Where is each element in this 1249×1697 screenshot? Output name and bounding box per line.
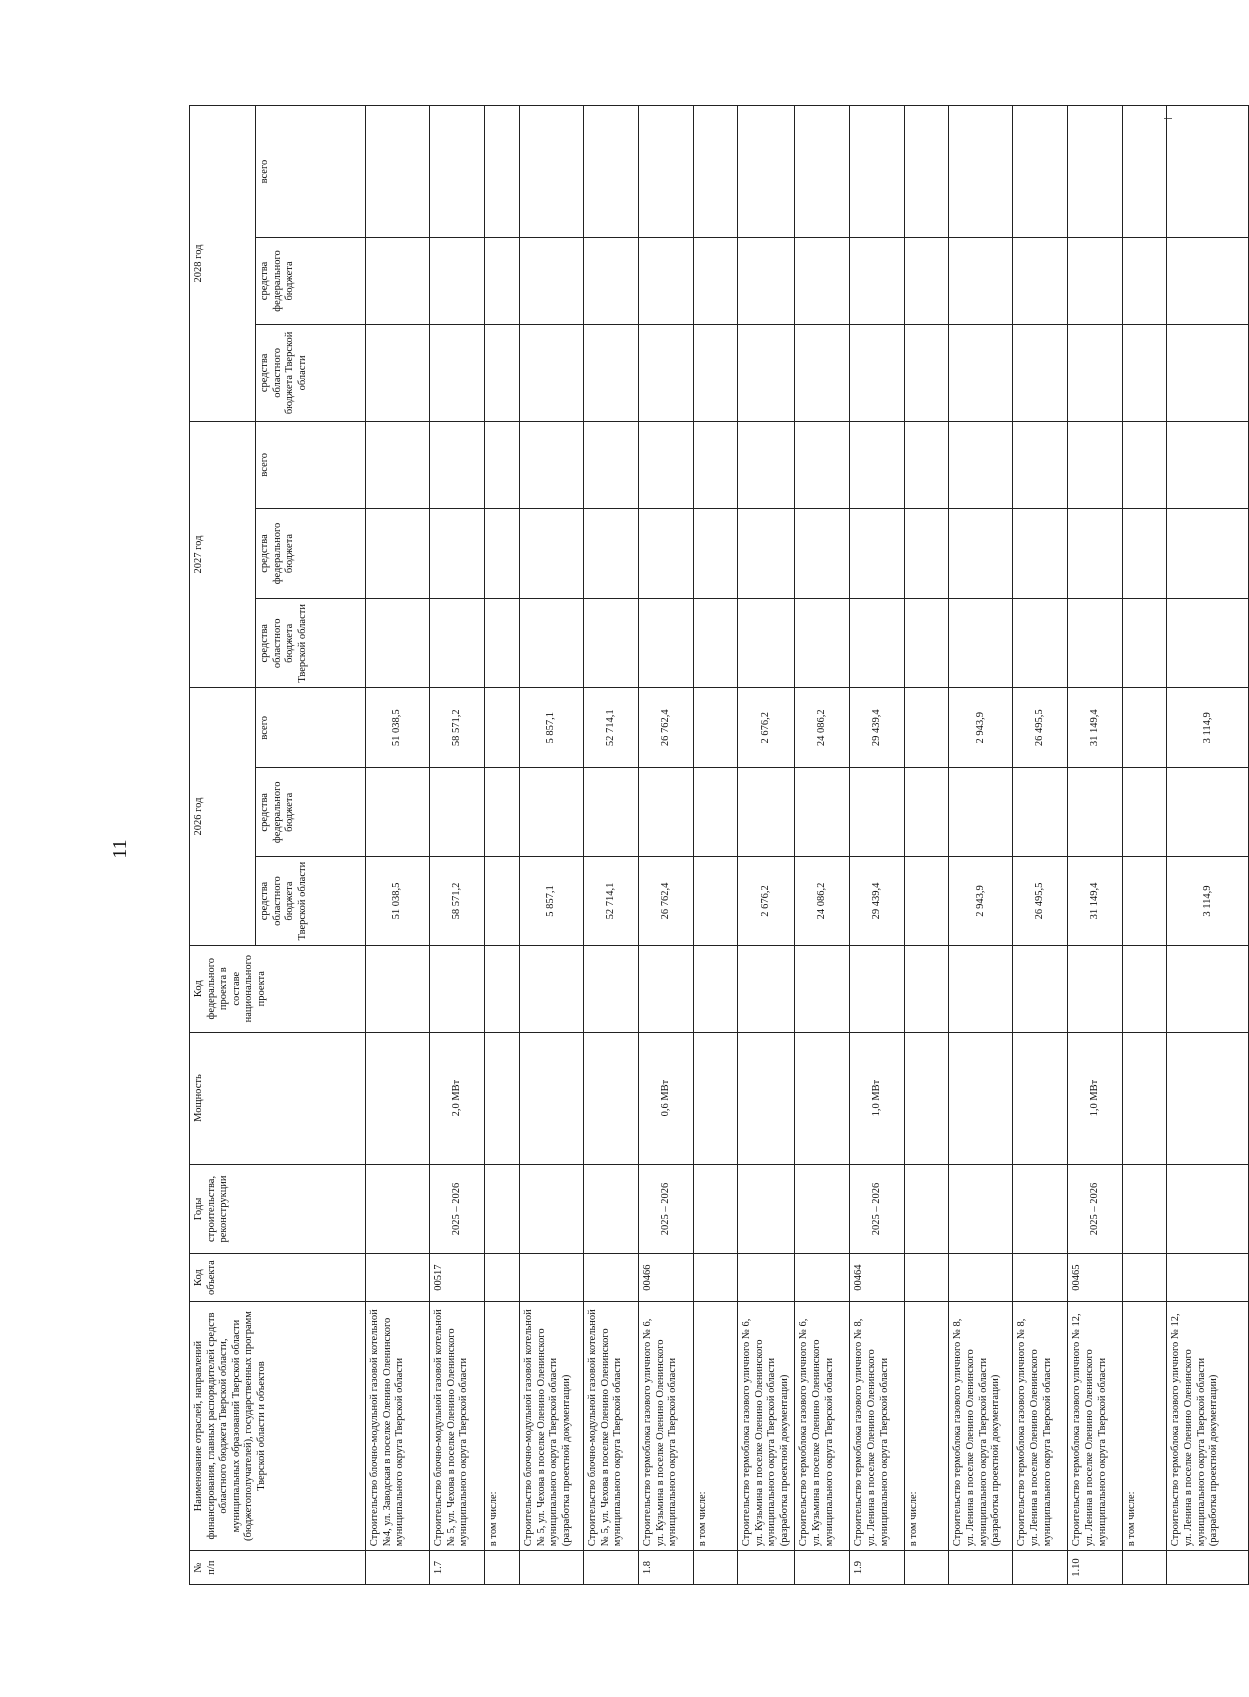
row-name: в том числе: [905, 1301, 949, 1550]
row-num [366, 1551, 430, 1585]
cell-2027-regional [639, 599, 694, 688]
cell-2027-federal [850, 508, 905, 599]
cell-2027-total [639, 421, 694, 508]
row-code [1167, 1254, 1249, 1302]
cell-2026-total: 29 439,4 [850, 688, 905, 768]
cell-2026-federal [485, 768, 520, 857]
cell-2026-total [485, 688, 520, 768]
row-years [1013, 1164, 1068, 1254]
row-code [584, 1254, 639, 1302]
page-number: 11 [109, 839, 131, 859]
row-num [1167, 1551, 1249, 1585]
header-year-2028: 2028 год [190, 106, 256, 422]
cell-2026-total: 5 857,1 [520, 688, 584, 768]
rotated-page-content [189, 105, 1220, 1585]
cell-2026-total: 24 086,2 [795, 688, 850, 768]
row-power: 1,0 МВт [1068, 1032, 1123, 1164]
row-code: 00465 [1068, 1254, 1123, 1302]
row-code: 00466 [639, 1254, 694, 1302]
row-power [485, 1032, 520, 1164]
row-name: Строительство термоблока газового уличного № 12, ул. Ленина в поселке Оленино Оленинского муниципального округа Тверской области [1068, 1301, 1123, 1550]
cell-2026-federal [584, 768, 639, 857]
cell-2027-regional [905, 599, 949, 688]
row-power [1013, 1032, 1068, 1164]
row-power [584, 1032, 639, 1164]
cell-2028-total [485, 106, 520, 238]
cell-2027-federal [738, 508, 795, 599]
cell-2027-regional [366, 599, 430, 688]
cell-2026-regional: 2 676,2 [738, 857, 795, 946]
cell-2026-total: 51 038,5 [366, 688, 430, 768]
row-num [738, 1551, 795, 1585]
row-fed-code [1068, 945, 1123, 1032]
cell-2028-total [520, 106, 584, 238]
cell-2028-federal [1068, 238, 1123, 325]
cell-2027-total [1123, 421, 1167, 508]
cell-2027-federal [795, 508, 850, 599]
cell-2027-total [1013, 421, 1068, 508]
cell-2027-total [1167, 421, 1249, 508]
row-power: 2,0 МВт [430, 1032, 485, 1164]
cell-2027-total [949, 421, 1013, 508]
cell-2028-total [694, 106, 738, 238]
cell-2028-total [430, 106, 485, 238]
header-2027-federal: средства федерального бюджета [256, 508, 366, 599]
row-years [949, 1164, 1013, 1254]
cell-2028-total [738, 106, 795, 238]
cell-2027-regional [584, 599, 639, 688]
row-code: 00517 [430, 1254, 485, 1302]
cell-2026-federal [520, 768, 584, 857]
cell-2026-total: 2 676,2 [738, 688, 795, 768]
cell-2027-regional [738, 599, 795, 688]
row-years [1167, 1164, 1249, 1254]
cell-2027-federal [1013, 508, 1068, 599]
row-fed-code [1167, 945, 1249, 1032]
row-years [485, 1164, 520, 1254]
cell-2028-total [639, 106, 694, 238]
cell-2026-federal [1167, 768, 1249, 857]
header-2026-regional: средства областного бюджета Тверской области [256, 857, 366, 946]
row-power [905, 1032, 949, 1164]
cell-2027-regional [949, 599, 1013, 688]
cell-2027-total [694, 421, 738, 508]
row-num: 1.9 [850, 1551, 905, 1585]
cell-2026-regional: 26 762,4 [639, 857, 694, 946]
row-num: 1.7 [430, 1551, 485, 1585]
cell-2026-regional: 52 714,1 [584, 857, 639, 946]
cell-2028-federal [694, 238, 738, 325]
row-code [694, 1254, 738, 1302]
cell-2028-regional [905, 324, 949, 421]
row-name: Строительство блочно-модульной газовой котельной № 5, ул. Чехова в поселке Оленино Оленинского муниципального округа Тверской области [430, 1301, 485, 1550]
row-num [1123, 1551, 1167, 1585]
cell-2026-total: 58 571,2 [430, 688, 485, 768]
cell-2026-total [694, 688, 738, 768]
cell-2028-regional [1167, 324, 1249, 421]
cell-2027-federal [430, 508, 485, 599]
cell-2027-total [738, 421, 795, 508]
cell-2026-federal [639, 768, 694, 857]
row-code [1013, 1254, 1068, 1302]
row-name: Строительство блочно-модульной газовой котельной №4, ул. Заводская в поселке Оленино Оленинского муниципального округа Тверской области [366, 1301, 430, 1550]
table-row [905, 106, 949, 1585]
row-power [366, 1032, 430, 1164]
cell-2026-regional: 24 086,2 [795, 857, 850, 946]
header-years: Годы строительства, реконструкции [190, 1164, 366, 1254]
cell-2028-regional [639, 324, 694, 421]
cell-2026-regional: 29 439,4 [850, 857, 905, 946]
row-fed-code [905, 945, 949, 1032]
row-power [795, 1032, 850, 1164]
header-2028-regional: средства областного бюджета Тверской области [256, 324, 366, 421]
cell-2028-regional [430, 324, 485, 421]
row-name: в том числе: [1123, 1301, 1167, 1550]
row-years: 2025 – 2026 [639, 1164, 694, 1254]
row-code [795, 1254, 850, 1302]
cell-2028-regional [1123, 324, 1167, 421]
cell-2028-regional [949, 324, 1013, 421]
row-num: 1.10 [1068, 1551, 1123, 1585]
row-years: 2025 – 2026 [850, 1164, 905, 1254]
row-fed-code [1123, 945, 1167, 1032]
cell-2027-federal [485, 508, 520, 599]
row-num [795, 1551, 850, 1585]
cell-2026-regional: 26 495,5 [1013, 857, 1068, 946]
row-name: в том числе: [485, 1301, 520, 1550]
row-name: Строительство термоблока газового уличного № 6, ул. Кузьмина в поселке Оленино Оленинского муниципального округа Тверской области [639, 1301, 694, 1550]
cell-2027-total [850, 421, 905, 508]
cell-2027-federal [1123, 508, 1167, 599]
cell-2027-regional [1013, 599, 1068, 688]
cell-2027-federal [694, 508, 738, 599]
cell-2028-total [850, 106, 905, 238]
cell-2028-federal [366, 238, 430, 325]
row-num [584, 1551, 639, 1585]
cell-2026-federal [1068, 768, 1123, 857]
cell-2028-regional [366, 324, 430, 421]
table-row [1068, 106, 1123, 1585]
cell-2026-federal [694, 768, 738, 857]
cell-2028-federal [485, 238, 520, 325]
cell-2027-regional [1123, 599, 1167, 688]
row-name: Строительство термоблока газового уличного № 8, ул. Ленина в поселке Оленино Оленинского муниципального округа Тверской области [850, 1301, 905, 1550]
row-fed-code [795, 945, 850, 1032]
cell-2027-federal [905, 508, 949, 599]
header-year-2026: 2026 год [190, 688, 256, 946]
cell-2028-regional [850, 324, 905, 421]
cell-2027-federal [584, 508, 639, 599]
cell-2028-total [1123, 106, 1167, 238]
cell-2027-federal [949, 508, 1013, 599]
row-years: 2025 – 2026 [1068, 1164, 1123, 1254]
table-row [639, 106, 694, 1585]
cell-2028-regional [738, 324, 795, 421]
cell-2028-regional [795, 324, 850, 421]
header-num: № п/п [190, 1551, 366, 1585]
cell-2028-federal [905, 238, 949, 325]
row-num [1013, 1551, 1068, 1585]
cell-2028-regional [1013, 324, 1068, 421]
cell-2028-regional [1068, 324, 1123, 421]
row-years [520, 1164, 584, 1254]
row-code [520, 1254, 584, 1302]
cell-2028-federal [795, 238, 850, 325]
row-power [1123, 1032, 1167, 1164]
cell-2026-total: 2 943,9 [949, 688, 1013, 768]
table-row [520, 106, 584, 1585]
row-years [694, 1164, 738, 1254]
cell-2026-federal [949, 768, 1013, 857]
cell-2026-total: 52 714,1 [584, 688, 639, 768]
table-row [1123, 106, 1167, 1585]
row-fed-code [949, 945, 1013, 1032]
row-num: 1.8 [639, 1551, 694, 1585]
cell-2027-regional [430, 599, 485, 688]
row-fed-code [430, 945, 485, 1032]
row-power: 0,6 МВт [639, 1032, 694, 1164]
row-years [738, 1164, 795, 1254]
cell-2028-regional [485, 324, 520, 421]
row-num [485, 1551, 520, 1585]
header-power: Мощность [190, 1032, 366, 1164]
cell-2027-total [1068, 421, 1123, 508]
header-2026-total: всего [256, 688, 366, 768]
cell-2026-regional: 3 114,9 [1167, 857, 1249, 946]
cell-2028-total [949, 106, 1013, 238]
cell-2027-total [485, 421, 520, 508]
cell-2028-total [366, 106, 430, 238]
row-years [905, 1164, 949, 1254]
row-name: Строительство термоблока газового уличного № 12, ул. Ленина в поселке Оленино Оленинского муниципального округа Тверской области (разработка проектной документации) [1167, 1301, 1249, 1550]
cell-2026-total: 31 149,4 [1068, 688, 1123, 768]
cell-2028-regional [584, 324, 639, 421]
cell-2028-federal [1123, 238, 1167, 325]
table-row [694, 106, 738, 1585]
table-row [430, 106, 485, 1585]
row-code [1123, 1254, 1167, 1302]
cell-2027-regional [850, 599, 905, 688]
row-name: в том числе: [694, 1301, 738, 1550]
cell-2028-federal [1167, 238, 1249, 325]
row-num [520, 1551, 584, 1585]
header-fed-code: Код федерального проекта в составе национального проекта [190, 945, 366, 1032]
cell-2027-federal [520, 508, 584, 599]
cell-2026-federal [905, 768, 949, 857]
row-power [949, 1032, 1013, 1164]
row-power [520, 1032, 584, 1164]
cell-2028-total [905, 106, 949, 238]
cell-2028-regional [520, 324, 584, 421]
row-code [949, 1254, 1013, 1302]
row-fed-code [694, 945, 738, 1032]
table-row [795, 106, 850, 1585]
cell-2028-total [1013, 106, 1068, 238]
row-code [905, 1254, 949, 1302]
cell-2028-federal [949, 238, 1013, 325]
cell-2027-regional [795, 599, 850, 688]
cell-2026-total: 26 495,5 [1013, 688, 1068, 768]
cell-2026-federal [738, 768, 795, 857]
cell-2027-regional [485, 599, 520, 688]
row-name: Строительство блочно-модульной газовой котельной № 5, ул. Чехова в поселке Оленино Оленинского муниципального округа Тверской области [584, 1301, 639, 1550]
row-num [949, 1551, 1013, 1585]
cell-2027-federal [366, 508, 430, 599]
cell-2028-total [795, 106, 850, 238]
cell-2028-federal [1013, 238, 1068, 325]
cell-2026-regional [905, 857, 949, 946]
row-power: 1,0 МВт [850, 1032, 905, 1164]
cell-2028-federal [738, 238, 795, 325]
row-years [584, 1164, 639, 1254]
cell-2027-total [520, 421, 584, 508]
table-header [190, 106, 366, 1585]
row-code [485, 1254, 520, 1302]
row-code: 00464 [850, 1254, 905, 1302]
cell-2028-total [584, 106, 639, 238]
table-row [949, 106, 1013, 1585]
cell-2026-regional: 58 571,2 [430, 857, 485, 946]
header-2026-federal: средства федерального бюджета [256, 768, 366, 857]
cell-2026-total [1123, 688, 1167, 768]
cell-2026-regional [1123, 857, 1167, 946]
cell-2026-regional [694, 857, 738, 946]
header-year-2027: 2027 год [190, 421, 256, 687]
table-row [850, 106, 905, 1585]
cell-2026-federal [850, 768, 905, 857]
cell-2028-federal [520, 238, 584, 325]
cell-2026-total: 26 762,4 [639, 688, 694, 768]
row-fed-code [584, 945, 639, 1032]
table-row [738, 106, 795, 1585]
cell-2027-total [366, 421, 430, 508]
header-code: Код объекта [190, 1254, 366, 1302]
cell-2026-federal [430, 768, 485, 857]
cell-2027-federal [639, 508, 694, 599]
cell-2028-federal [639, 238, 694, 325]
cell-2027-federal [1167, 508, 1249, 599]
cell-2027-regional [1068, 599, 1123, 688]
row-name: Строительство термоблока газового уличного № 6, ул. Кузьмина в поселке Оленино Оленинского муниципального округа Тверской области [795, 1301, 850, 1550]
table-body [366, 106, 1249, 1585]
cell-2027-total [584, 421, 639, 508]
row-name: Строительство блочно-модульной газовой котельной № 5, ул. Чехова в поселке Оленино Оленинского муниципального округа Тверской области (разработка проектной документации) [520, 1301, 584, 1550]
row-code [738, 1254, 795, 1302]
row-num [694, 1551, 738, 1585]
row-power [694, 1032, 738, 1164]
cell-2027-total [905, 421, 949, 508]
cell-2028-total [1068, 106, 1123, 238]
row-fed-code [1013, 945, 1068, 1032]
table-row [1013, 106, 1068, 1585]
cell-2026-federal [1123, 768, 1167, 857]
row-years [795, 1164, 850, 1254]
row-years: 2025 – 2026 [430, 1164, 485, 1254]
cell-2026-regional: 5 857,1 [520, 857, 584, 946]
table-row [366, 106, 430, 1585]
table-row [1167, 106, 1249, 1585]
cell-2027-federal [1068, 508, 1123, 599]
row-fed-code [738, 945, 795, 1032]
cell-2026-total: 3 114,9 [1167, 688, 1249, 768]
cell-2028-federal [430, 238, 485, 325]
row-fed-code [639, 945, 694, 1032]
row-fed-code [366, 945, 430, 1032]
row-name: Строительство термоблока газового уличного № 8, ул. Ленина в поселке Оленино Оленинского муниципального округа Тверской области [1013, 1301, 1068, 1550]
header-2028-total: всего [256, 106, 366, 238]
row-years [1123, 1164, 1167, 1254]
row-name: Строительство термоблока газового уличного № 6, ул. Кузьмина в поселке Оленино Оленинского муниципального округа Тверской области (разработка проектной документации) [738, 1301, 795, 1550]
cell-2027-regional [520, 599, 584, 688]
cell-2027-total [430, 421, 485, 508]
row-years [366, 1164, 430, 1254]
row-power [1167, 1032, 1249, 1164]
cell-2026-regional: 51 038,5 [366, 857, 430, 946]
header-2027-regional: средства областного бюджета Тверской области [256, 599, 366, 688]
row-fed-code [485, 945, 520, 1032]
row-num [905, 1551, 949, 1585]
cell-2026-total [905, 688, 949, 768]
header-2027-total: всего [256, 421, 366, 508]
row-name: Строительство термоблока газового уличного № 8, ул. Ленина в поселке Оленино Оленинского муниципального округа Тверской области (разработка проектной документации) [949, 1301, 1013, 1550]
budget-table [189, 105, 1249, 1585]
cell-2026-federal [795, 768, 850, 857]
cell-2026-federal [1013, 768, 1068, 857]
cell-2028-total [1167, 106, 1249, 238]
row-fed-code [520, 945, 584, 1032]
row-code [366, 1254, 430, 1302]
row-fed-code [850, 945, 905, 1032]
header-name: Наименование отраслей, направлений финансирования, главных распорядителей средств областного бюджета Тверской области, муниципальных образований Тверской области (бюджетополучателей), государственных программ Тверской области и объектов [190, 1301, 366, 1550]
cell-2028-federal [584, 238, 639, 325]
cell-2027-regional [1167, 599, 1249, 688]
header-2028-federal: средства федерального бюджета [256, 238, 366, 325]
cell-2028-federal [850, 238, 905, 325]
cell-2026-regional: 2 943,9 [949, 857, 1013, 946]
table-row [485, 106, 520, 1585]
table-row [584, 106, 639, 1585]
cell-2027-regional [694, 599, 738, 688]
cell-2026-regional: 31 149,4 [1068, 857, 1123, 946]
cell-2027-total [795, 421, 850, 508]
cell-2028-regional [694, 324, 738, 421]
cell-2026-regional [485, 857, 520, 946]
row-power [738, 1032, 795, 1164]
cell-2026-federal [366, 768, 430, 857]
